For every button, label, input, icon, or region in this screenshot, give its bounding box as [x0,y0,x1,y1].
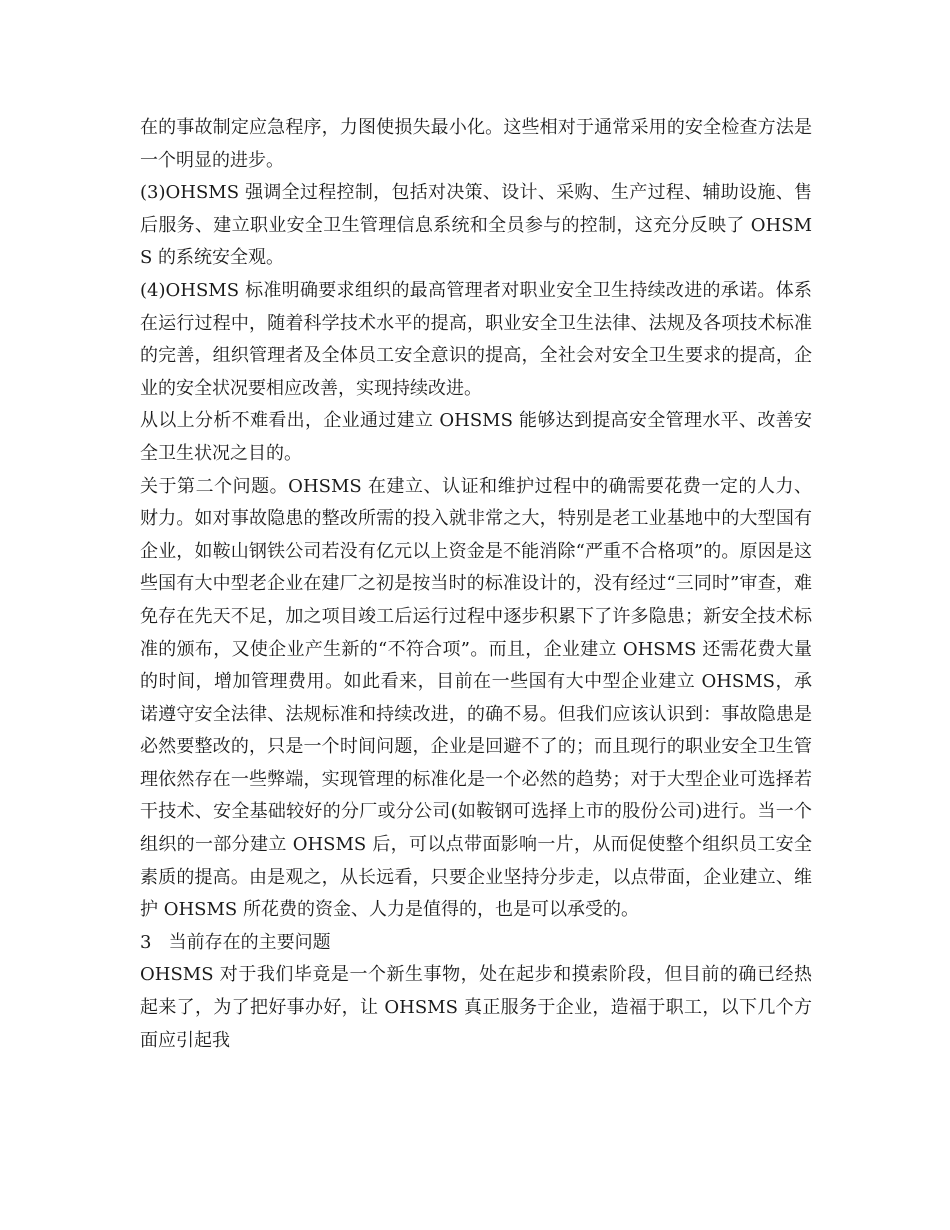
section-heading: 3 当前存在的主要问题 [140,931,331,953]
paragraph-current-problems: OHSMS 对于我们毕竟是一个新生事物，处在起步和摸索阶段，但目前的确已经热起来了，为了把好事办好，让 OHSMS 真正服务于企业，造福于职工，以下几个方面应引起我 [140,964,812,1051]
paragraph-process-control: (3)OHSMS 强调全过程控制，包括对决策、设计、采购、生产过程、辅助设施、售后服务、建立职业安全卫生管理信息系统和全员参与的控制，这充分反映了 OHSMS 的系统安全观。 [140,182,812,269]
paragraph-continuous-improvement: (4)OHSMS 标准明确要求组织的最高管理者对职业安全卫生持续改进的承诺。体系在运行过程中，随着科学技术水平的提高，职业安全卫生法律、法规及各项技术标准的完善，组织管理者及全体员工安全意识的提高，全社会对安全卫生要求的提高，企业的安全状况要相应改善，实现持续改进。 [140,279,812,399]
paragraph-emergency-procedure: 在的事故制定应急程序，力图使损失最小化。这些相对于通常采用的安全检查方法是一个明显的进步。 [140,117,812,171]
paragraph-analysis-conclusion: 从以上分析不难看出，企业通过建立 OHSMS 能够达到提高安全管理水平、改善安全卫生状况之目的。 [140,410,812,464]
paragraph-second-question: 关于第二个问题。OHSMS 在建立、认证和维护过程中的确需要花费一定的人力、财力。如对事故隐患的整改所需的投入就非常之大，特别是老工业基地中的大型国有企业，如鞍山钢铁公司若没有亿元以上资金是不能消除“严重不合格项”的。原因是这些国有大中型老企业在建厂之初是按当时的标准设计的，没有经过“三同时”审查，难免存在先天不足，加之项目竣工后运行过程中逐步积累下了许多隐患；新安全技术标准的颁布，又使企业产生新的“不符合项”。而且，企业建立 OHSMS 还需花费大量的时间，增加管理费用。如此看来，目前在一些国有大中型企业建立 OHSMS，承诺遵守安全法律、法规标准和持续改进，的确不易。但我们应该认识到：事故隐患是必然要整改的，只是一个时间问题，企业是回避不了的；而且现行的职业安全卫生管理依然存在一些弊端，实现管理的标准化是一个必然的趋势；对于大型企业可选择若干技术、安全基础较好的分厂或分公司(如鞍钢可选择上市的股份公司)进行。当一个组织的一部分建立 OHSMS 后，可以点带面影响一片，从而促使整个组织员工安全素质的提高。由是观之，从长远看，只要企业坚持分步走，以点带面，企业建立、维护 OHSMS 所花费的资金、人力是值得的，也是可以承受的。 [140,475,812,921]
document-page [140,112,812,1057]
